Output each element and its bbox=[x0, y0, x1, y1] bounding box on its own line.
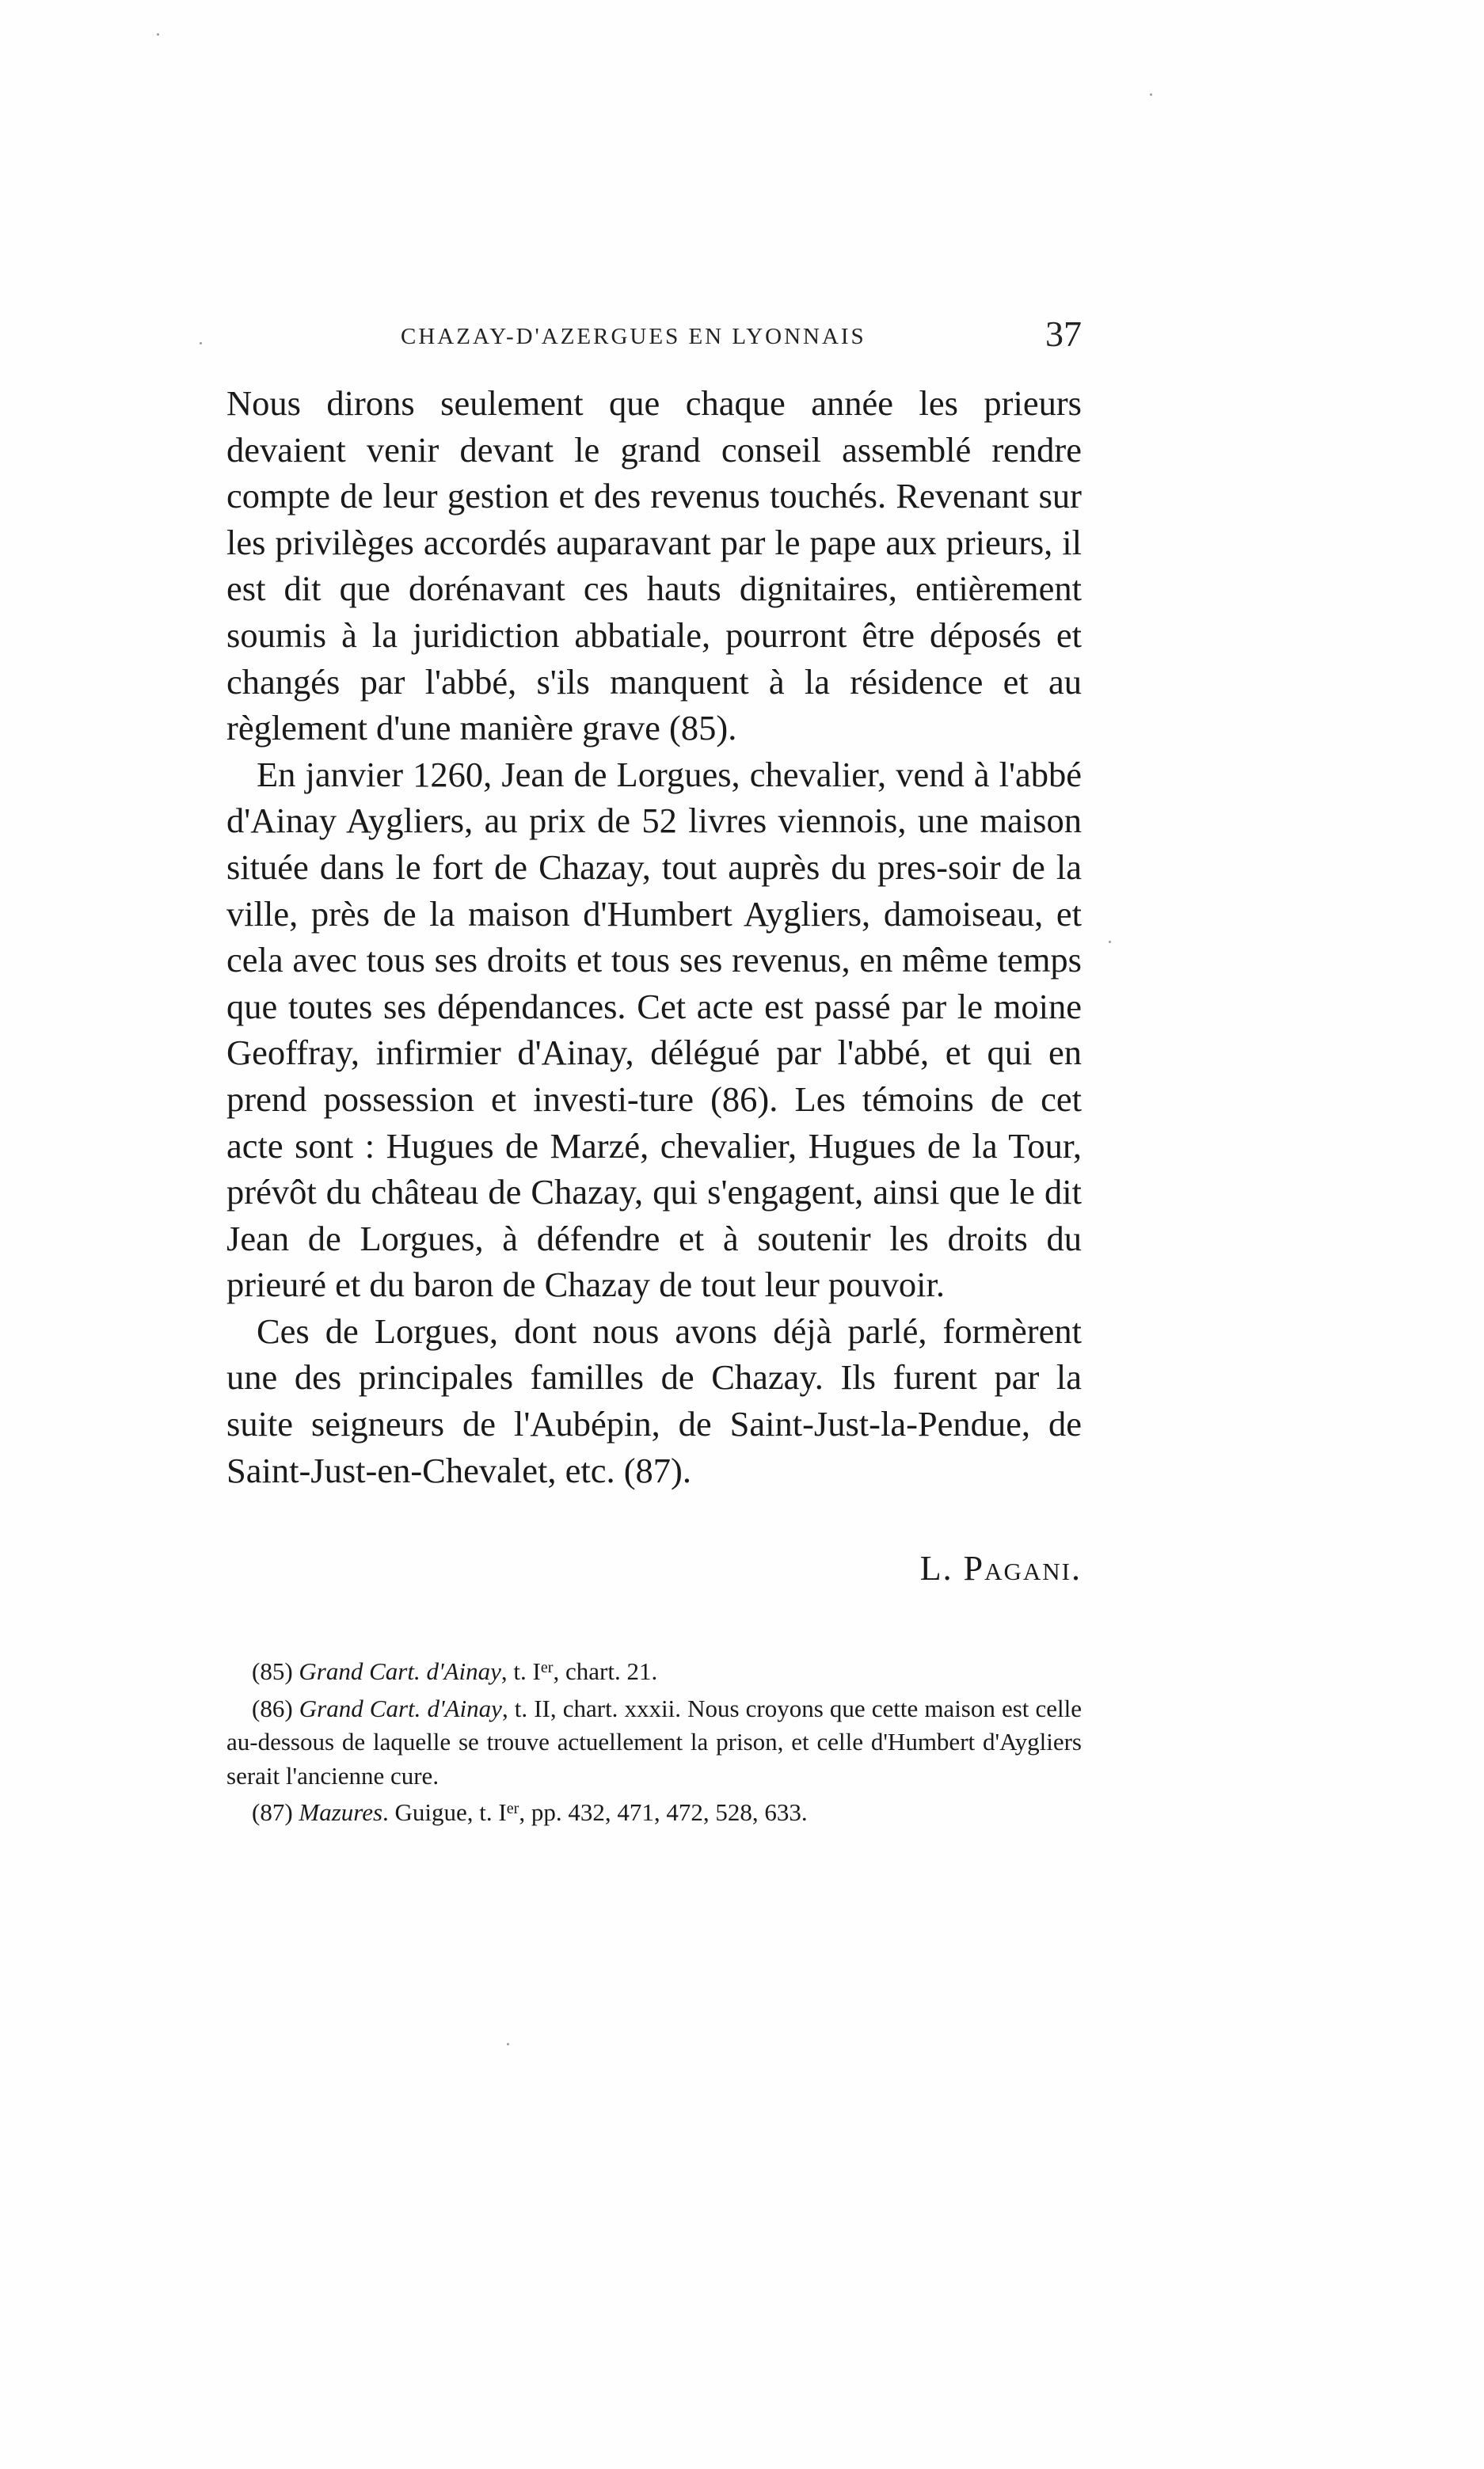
footnote-superscript: er bbox=[506, 1799, 519, 1817]
author-signature bbox=[920, 1548, 1082, 1588]
paper-speck bbox=[1109, 941, 1111, 943]
footnote-text: . Guigue, t. I bbox=[382, 1798, 507, 1826]
footnotes bbox=[226, 1655, 1082, 1833]
paper-speck bbox=[1150, 93, 1152, 96]
page-number: 37 bbox=[1045, 314, 1082, 354]
footnote bbox=[226, 1655, 1082, 1689]
footnote-source-title: Grand Cart. d'Ainay bbox=[299, 1657, 501, 1685]
paper-speck bbox=[200, 342, 202, 344]
body-text bbox=[226, 380, 1082, 1493]
footnote bbox=[226, 1692, 1082, 1794]
footnote-superscript: er bbox=[540, 1658, 554, 1676]
paper-speck bbox=[507, 2043, 509, 2045]
footnote-text: , chart. 21. bbox=[553, 1657, 658, 1685]
author-initial: L. bbox=[919, 1549, 953, 1588]
footnote-text: , t. II, chart. xxxii. Nous croyons que cette maison est celle au-dessous de laquelle se trouve actuellement la prison, et celle d'Humbert d'Aygliers serait l'ancienne cure. bbox=[226, 1694, 1082, 1790]
footnote-source-title: Grand Cart. d'Ainay bbox=[299, 1694, 502, 1722]
footnote-text: , pp. 432, 471, 472, 528, 633. bbox=[519, 1798, 808, 1826]
footnote-marker: (87) bbox=[252, 1798, 293, 1826]
footnote-marker: (86) bbox=[252, 1694, 293, 1722]
paragraph: Ces de Lorgues, dont nous avons déjà parlé, formèrent une des principales familles de Chazay. Ils furent par la suite seigneurs de l'Aubépin, de Saint-Just-la-Pendue, de Saint-Just-en-Chevalet, etc. (87). bbox=[226, 1311, 1082, 1490]
author-surname: Pagani. bbox=[963, 1549, 1082, 1588]
footnote-source-title: Mazures bbox=[299, 1798, 383, 1826]
running-title: CHAZAY-D'AZERGUES EN LYONNAIS bbox=[401, 324, 866, 349]
footnote-text: , t. I bbox=[500, 1657, 541, 1685]
paragraph: En janvier 1260, Jean de Lorgues, chevalier, vend à l'abbé d'Ainay Aygliers, au prix de 52 livres viennois, une maison située dans le fort de Chazay, tout auprès du pres-soir de la ville, près de la maison d'Humbert Aygliers, damoiseau, et cela avec tous ses droits et tous ses revenus, en même temps que toutes ses dépendances. Cet acte est passé par le moine Geoffray, infirmier d'Ainay, délégué par l'abbé, et qui en prend possession et investi-ture (86). Les témoins de cet acte sont : Hugues de Marzé, chevalier, Hugues de la Tour, prévôt du château de Chazay, qui s'engagent, ainsi que le dit Jean de Lorgues, à défendre et à soutenir les droits du prieuré et du baron de Chazay de tout leur pouvoir. bbox=[226, 754, 1082, 1305]
footnote bbox=[226, 1796, 1082, 1830]
paper-speck bbox=[157, 33, 159, 36]
paragraph: Nous dirons seulement que chaque année les prieurs devaient venir devant le grand conseil assemblé rendre compte de leur gestion et des revenus touchés. Revenant sur les privilèges accordés auparavant par le pape aux prieurs, il est dit que dorénavant ces hauts dignitaires, entièrement soumis à la juridiction abbatiale, pourront être déposés et changés par l'abbé, s'ils manquent à la résidence et au règlement d'une manière grave (85). bbox=[226, 383, 1082, 748]
running-head bbox=[226, 313, 1082, 360]
footnote-marker: (85) bbox=[252, 1657, 293, 1685]
